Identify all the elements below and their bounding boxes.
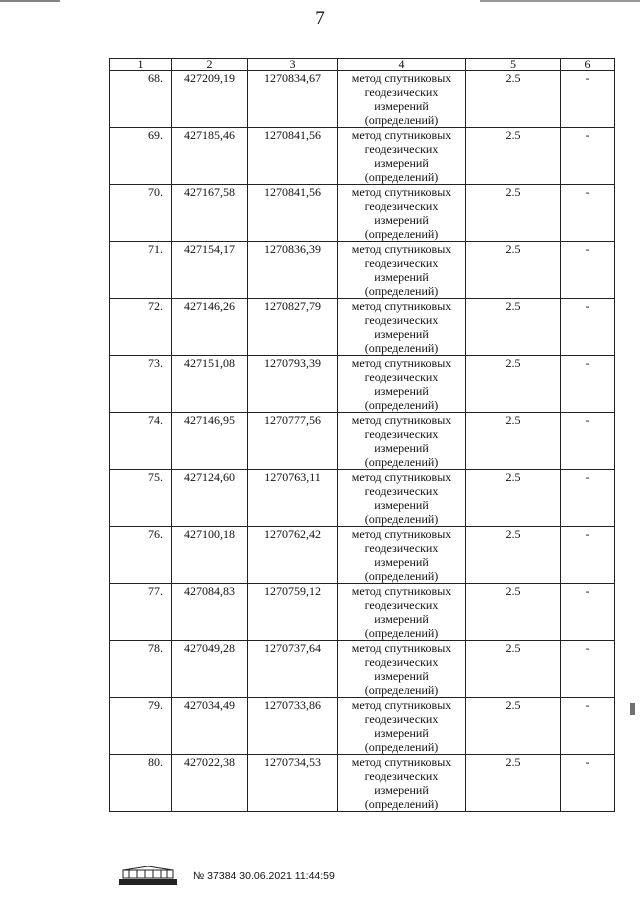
coordinate-x: 427151,08 xyxy=(172,356,248,413)
table-row xyxy=(110,128,615,185)
point-number: 74. xyxy=(110,413,172,470)
point-number: 75. xyxy=(110,470,172,527)
registration-stamp: № 37384 30.06.2021 11:44:59 xyxy=(193,870,335,882)
registration-footer xyxy=(115,866,335,886)
coordinate-y: 1270734,53 xyxy=(248,755,338,812)
note-cell: - xyxy=(561,128,615,185)
accuracy-cell: 2.5 xyxy=(466,356,561,413)
table-row xyxy=(110,698,615,755)
method-cell: метод спутниковых геодезических измерений (определений) xyxy=(338,299,466,356)
coordinate-x: 427146,95 xyxy=(172,413,248,470)
coordinate-y: 1270841,56 xyxy=(248,128,338,185)
point-number: 73. xyxy=(110,356,172,413)
coordinate-x: 427084,83 xyxy=(172,584,248,641)
scan-artifact xyxy=(480,0,640,2)
scan-artifact xyxy=(630,703,635,715)
note-cell: - xyxy=(561,299,615,356)
method-cell: метод спутниковых геодезических измерений (определений) xyxy=(338,128,466,185)
coordinate-x: 427167,58 xyxy=(172,185,248,242)
coordinate-x: 427209,19 xyxy=(172,71,248,128)
note-cell: - xyxy=(561,242,615,299)
accuracy-cell: 2.5 xyxy=(466,641,561,698)
method-cell: метод спутниковых геодезических измерений (определений) xyxy=(338,413,466,470)
table-row xyxy=(110,527,615,584)
point-number: 69. xyxy=(110,128,172,185)
method-cell: метод спутниковых геодезических измерений (определений) xyxy=(338,71,466,128)
method-cell: метод спутниковых геодезических измерений (определений) xyxy=(338,698,466,755)
coordinates-table xyxy=(109,58,615,812)
column-header: 5 xyxy=(466,59,561,71)
column-header: 4 xyxy=(338,59,466,71)
note-cell: - xyxy=(561,641,615,698)
method-cell: метод спутниковых геодезических измерений (определений) xyxy=(338,470,466,527)
coordinate-x: 427185,46 xyxy=(172,128,248,185)
point-number: 72. xyxy=(110,299,172,356)
table-row xyxy=(110,71,615,128)
point-number: 68. xyxy=(110,71,172,128)
coordinate-y: 1270763,11 xyxy=(248,470,338,527)
note-cell: - xyxy=(561,413,615,470)
accuracy-cell: 2.5 xyxy=(466,71,561,128)
scan-artifact xyxy=(0,0,60,2)
method-cell: метод спутниковых геодезических измерений (определений) xyxy=(338,185,466,242)
accuracy-cell: 2.5 xyxy=(466,185,561,242)
point-number: 76. xyxy=(110,527,172,584)
note-cell: - xyxy=(561,527,615,584)
coordinate-y: 1270777,56 xyxy=(248,413,338,470)
point-number: 79. xyxy=(110,698,172,755)
table-row xyxy=(110,641,615,698)
note-cell: - xyxy=(561,584,615,641)
method-cell: метод спутниковых геодезических измерений (определений) xyxy=(338,755,466,812)
coordinate-y: 1270793,39 xyxy=(248,356,338,413)
coordinate-y: 1270827,79 xyxy=(248,299,338,356)
accuracy-cell: 2.5 xyxy=(466,470,561,527)
table-row xyxy=(110,185,615,242)
coordinate-x: 427124,60 xyxy=(172,470,248,527)
note-cell: - xyxy=(561,755,615,812)
method-cell: метод спутниковых геодезических измерений (определений) xyxy=(338,527,466,584)
point-number: 78. xyxy=(110,641,172,698)
method-cell: метод спутниковых геодезических измерений (определений) xyxy=(338,356,466,413)
note-cell: - xyxy=(561,71,615,128)
table-row xyxy=(110,755,615,812)
page-number: 7 xyxy=(315,8,325,29)
method-cell: метод спутниковых геодезических измерений (определений) xyxy=(338,584,466,641)
column-header: 2 xyxy=(172,59,248,71)
coordinate-y: 1270836,39 xyxy=(248,242,338,299)
coordinate-x: 427022,38 xyxy=(172,755,248,812)
point-number: 80. xyxy=(110,755,172,812)
table-row xyxy=(110,299,615,356)
coordinate-y: 1270759,12 xyxy=(248,584,338,641)
note-cell: - xyxy=(561,185,615,242)
table-row xyxy=(110,470,615,527)
coordinate-x: 427034,49 xyxy=(172,698,248,755)
accuracy-cell: 2.5 xyxy=(466,413,561,470)
column-header: 1 xyxy=(110,59,172,71)
note-cell: - xyxy=(561,470,615,527)
point-number: 77. xyxy=(110,584,172,641)
accuracy-cell: 2.5 xyxy=(466,698,561,755)
coordinate-y: 1270733,86 xyxy=(248,698,338,755)
table-header-row xyxy=(110,59,615,71)
column-header: 6 xyxy=(561,59,615,71)
accuracy-cell: 2.5 xyxy=(466,584,561,641)
coordinate-x: 427049,28 xyxy=(172,641,248,698)
method-cell: метод спутниковых геодезических измерений (определений) xyxy=(338,641,466,698)
method-cell: метод спутниковых геодезических измерений (определений) xyxy=(338,242,466,299)
note-cell: - xyxy=(561,356,615,413)
coordinate-y: 1270834,67 xyxy=(248,71,338,128)
note-cell: - xyxy=(561,698,615,755)
accuracy-cell: 2.5 xyxy=(466,242,561,299)
accuracy-cell: 2.5 xyxy=(466,527,561,584)
table-row xyxy=(110,242,615,299)
point-number: 70. xyxy=(110,185,172,242)
coordinate-x: 427146,26 xyxy=(172,299,248,356)
point-number: 71. xyxy=(110,242,172,299)
column-header: 3 xyxy=(248,59,338,71)
government-seal-logo xyxy=(115,866,181,886)
table-row xyxy=(110,356,615,413)
coordinate-x: 427154,17 xyxy=(172,242,248,299)
coordinate-y: 1270762,42 xyxy=(248,527,338,584)
coordinate-x: 427100,18 xyxy=(172,527,248,584)
coordinate-y: 1270841,56 xyxy=(248,185,338,242)
accuracy-cell: 2.5 xyxy=(466,755,561,812)
table-row xyxy=(110,584,615,641)
coordinate-y: 1270737,64 xyxy=(248,641,338,698)
table-row xyxy=(110,413,615,470)
accuracy-cell: 2.5 xyxy=(466,299,561,356)
accuracy-cell: 2.5 xyxy=(466,128,561,185)
